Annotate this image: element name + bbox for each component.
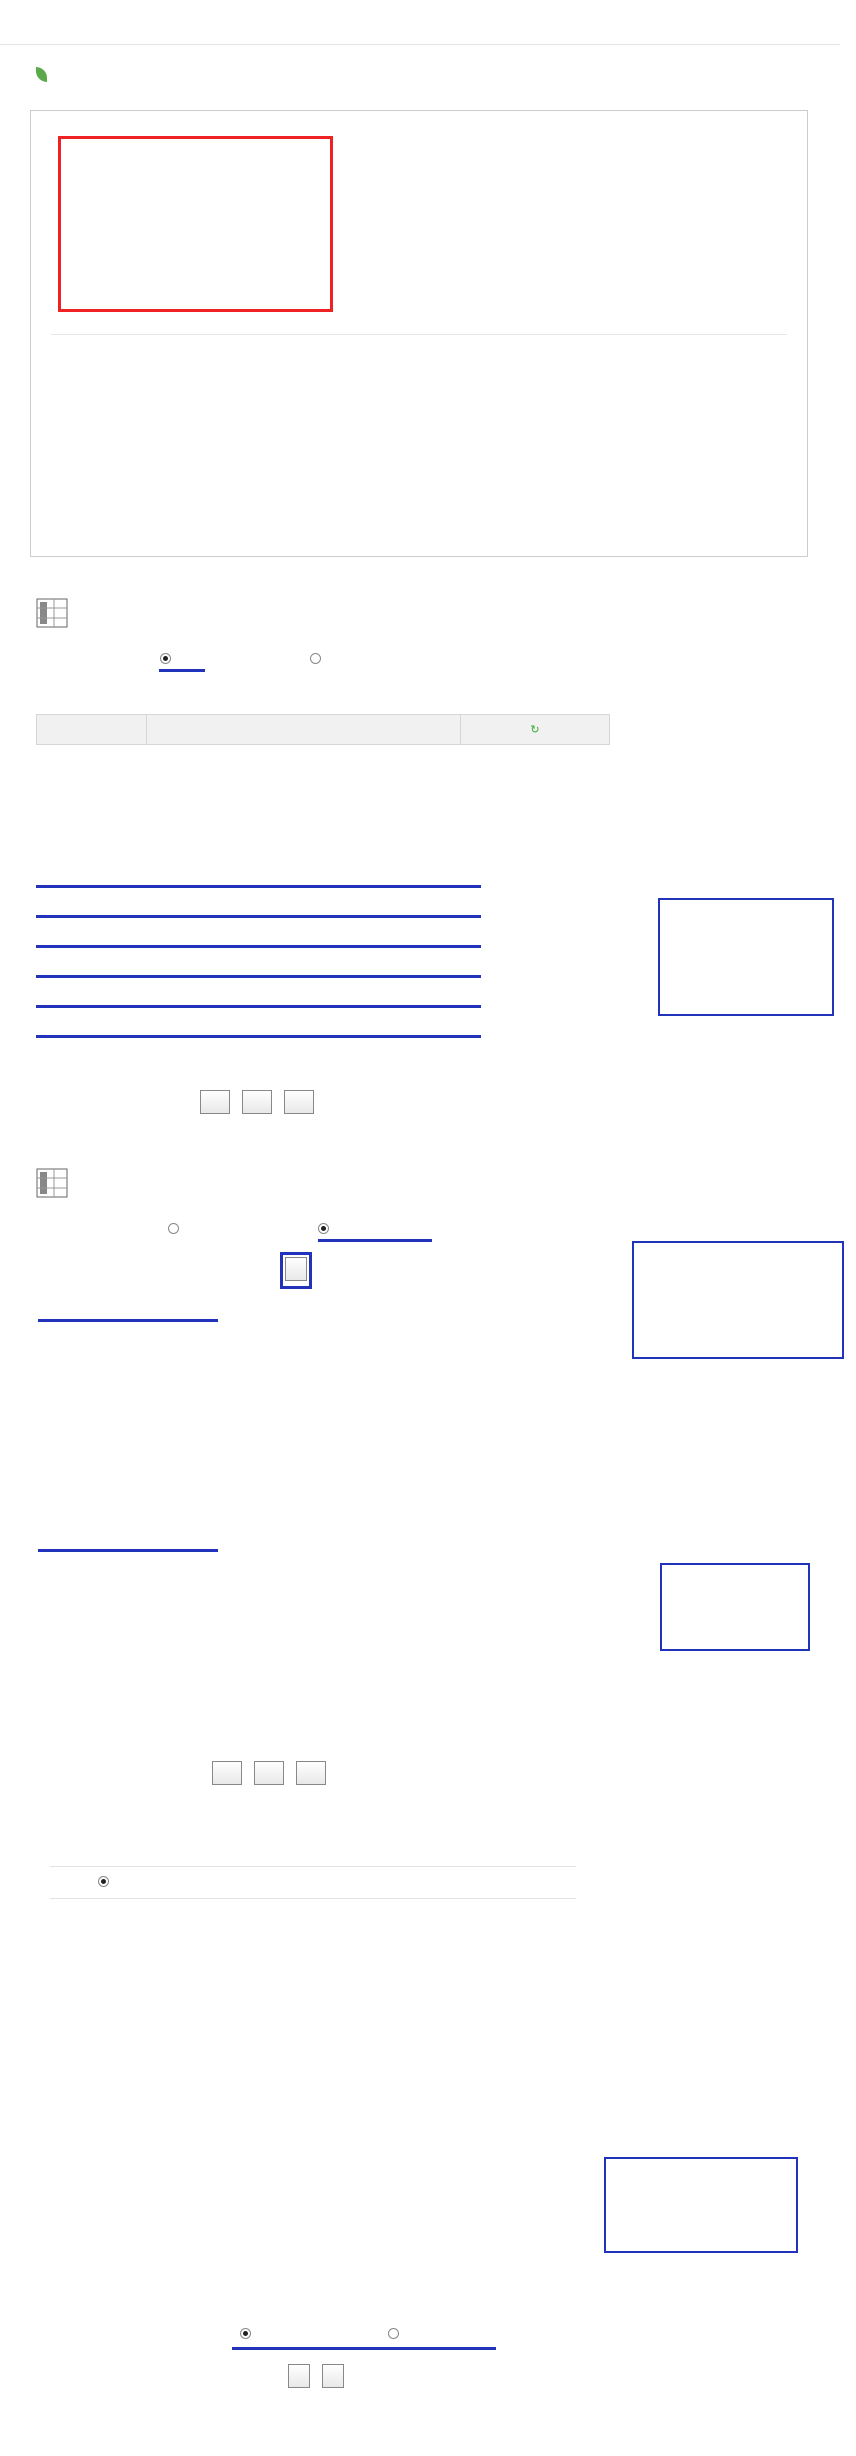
annotation-underline (232, 2347, 496, 2350)
annotation-underline (36, 915, 481, 918)
col-position (37, 715, 147, 745)
divider (50, 1898, 576, 1899)
col-material (147, 715, 461, 745)
support-type-gallery (30, 110, 808, 557)
annotation-underline (36, 1035, 481, 1038)
apply-button[interactable] (254, 1761, 284, 1785)
radio-3d-on[interactable] (318, 1223, 329, 1234)
overview-radio[interactable] (98, 1876, 112, 1889)
s1-part-label (36, 652, 64, 666)
preview-button[interactable] (288, 2364, 310, 2388)
section2-title (36, 1168, 76, 1198)
s1-buttons (200, 1090, 314, 1117)
section-subtitle (30, 64, 47, 86)
annotation-underline (38, 1549, 218, 1552)
close-button[interactable] (284, 1090, 314, 1114)
annotation-underline (36, 885, 481, 888)
analysis-off[interactable] (388, 2328, 402, 2341)
s1-radio-3d[interactable] (310, 652, 324, 666)
leaf-icon (36, 67, 47, 82)
header-divider (0, 44, 840, 45)
section1-title (36, 598, 76, 628)
input-view-button[interactable] (285, 1257, 307, 1281)
preview-button[interactable] (212, 1761, 242, 1785)
annotation-underline (318, 1239, 432, 1242)
s2-radio-3d[interactable] (318, 1222, 332, 1236)
annotation-underline (38, 1319, 218, 1322)
annotation-underline (36, 1005, 481, 1008)
annotation-underline (36, 945, 481, 948)
radio-overview-on[interactable] (98, 1876, 109, 1887)
radio-lower-on[interactable] (160, 653, 171, 664)
refresh-icon: ↻ (530, 723, 540, 736)
selection-highlight (58, 136, 333, 312)
s2-buttons (212, 1761, 326, 1788)
close-button[interactable] (296, 1761, 326, 1785)
preview-button[interactable] (200, 1090, 230, 1114)
s1-note (658, 898, 834, 1016)
radio-3d[interactable] (310, 653, 321, 664)
apply-button[interactable] (242, 1090, 272, 1114)
annotation-underline (159, 669, 205, 672)
radio-analysis-on[interactable] (240, 2328, 251, 2339)
radio-lower[interactable] (168, 1223, 179, 1234)
s2-note2 (660, 1563, 810, 1651)
s1-radio-lower[interactable] (160, 652, 174, 666)
s2-part-label (36, 1222, 64, 1236)
result-button[interactable] (322, 2364, 344, 2388)
materials-table (36, 714, 610, 745)
gallery-divider (51, 334, 787, 335)
s3-note (604, 2157, 798, 2253)
annotation-underline (36, 975, 481, 978)
radio-analysis-off[interactable] (388, 2328, 399, 2339)
s2-radio-lower[interactable] (168, 1222, 182, 1236)
input-view-highlight (280, 1252, 312, 1289)
s2-note1 (632, 1241, 844, 1359)
s3-buttons (288, 2364, 344, 2391)
slab-grid-icon (36, 598, 68, 628)
col-auto[interactable] (461, 715, 610, 745)
divider (50, 1866, 576, 1867)
slab-grid-icon (36, 1168, 68, 1198)
analysis-on[interactable] (240, 2328, 254, 2341)
